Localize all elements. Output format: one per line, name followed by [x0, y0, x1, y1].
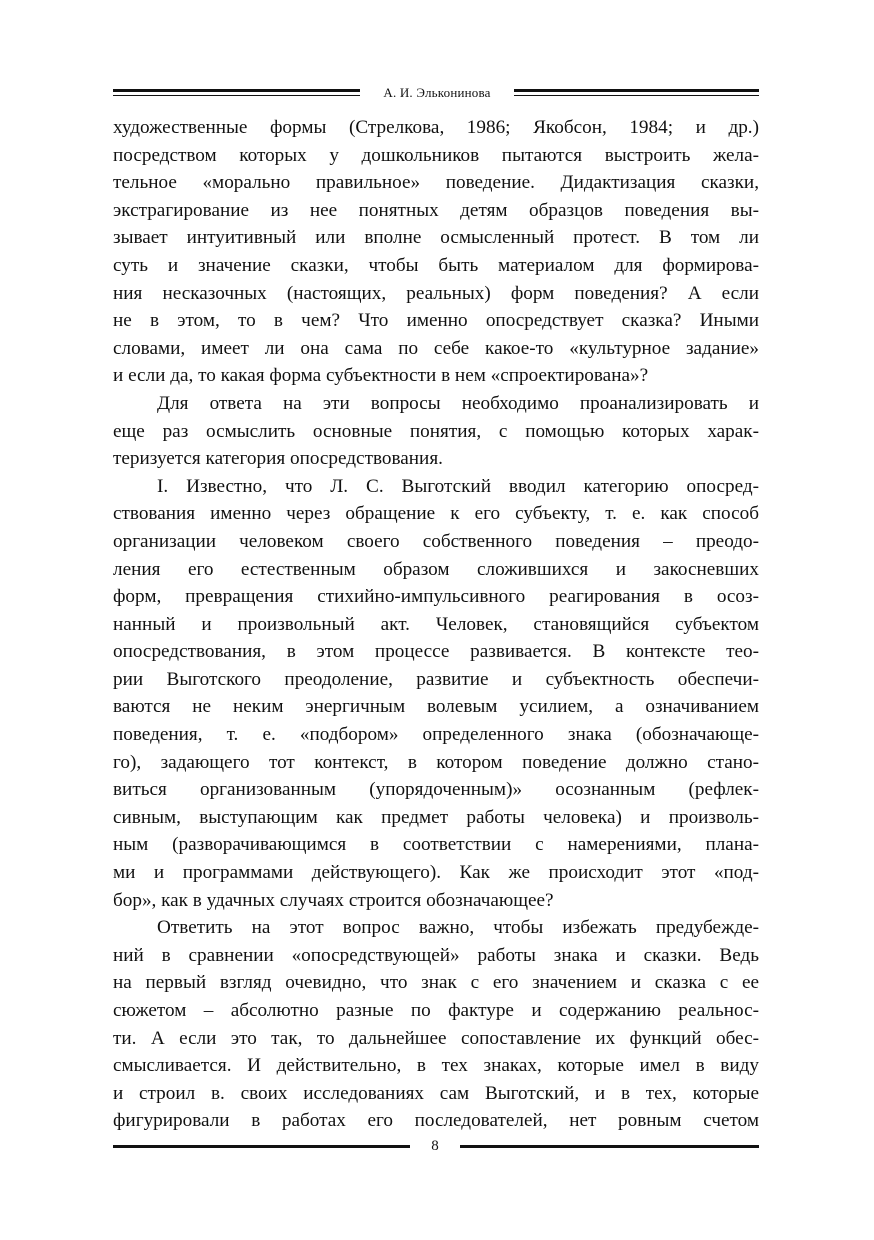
text-line: рии Выготского преодоление, развитие и субъектность обеспечи-: [113, 668, 759, 690]
text-line: сюжетом – абсолютно разные по фактуре и содержанию реальнос-: [113, 1000, 759, 1021]
text-line: виться организованным (упорядоченным)» осознанным (рефлек-: [113, 779, 759, 801]
text-line: зывает интуитивный или вполне осмысленный протест. В том ли: [113, 227, 759, 249]
text-line: суть и значение сказки, чтобы быть материалом для формирова-: [113, 254, 759, 276]
text-line: еще раз осмыслить основные понятия, с помощью которых харак-: [113, 420, 759, 442]
text-line: ми и программами действующего). Как же происходит этот «под-: [113, 862, 759, 884]
page-body: [113, 114, 759, 1135]
page-number: 8: [431, 1138, 439, 1154]
text-line: бор», как в удачных случаях строится обозначающее?: [113, 889, 554, 911]
text-line: и строил в. своих исследованиях сам Выготский, и в тех, которые: [113, 1082, 759, 1104]
text-line: поведения, т. е. «подбором» определенного знака (обозначающе-: [113, 724, 759, 746]
footer-rule-left: [113, 1145, 410, 1148]
header-rule-right: [514, 89, 759, 92]
text-line: экстрагирование из нее понятных детям образцов поведения вы-: [113, 199, 759, 221]
text-line: го), задающего тот контекст, в котором поведение должно стано-: [113, 751, 759, 773]
text-line: опосредствования, в этом процессе развивается. В контексте тео-: [113, 641, 759, 663]
text-line: ствования именно через обращение к его субъекту, т. е. как способ: [113, 503, 759, 525]
text-line: ний в сравнении «опосредствующей» работы знака и сказки. Ведь: [113, 944, 759, 966]
text-line: сивным, выступающим как предмет работы человека) и произволь-: [113, 806, 759, 828]
text-line: I. Известно, что Л. С. Выготский вводил категорию опосред-: [157, 475, 759, 497]
text-line: ления его естественным образом сложившихся и закосневших: [113, 558, 759, 580]
text-line: смысливается. И действительно, в тех знаках, которые имел в виду: [113, 1055, 759, 1077]
header-author: А. И. Эльконинова: [383, 85, 491, 100]
text-line: не в этом, то в чем? Что именно опосредствует сказка? Иными: [113, 310, 759, 332]
text-line: ным (разворачивающимся в соответствии с намерениями, плана-: [113, 834, 759, 856]
text-line: и если да, то какая форма субъектности в нем «спроектирована»?: [113, 365, 649, 387]
text-line: теризуется категория опосредствования.: [113, 448, 443, 470]
text-line: тельное «морально правильное» поведение. Дидактизация сказки,: [113, 172, 759, 194]
text-line: нанный и произвольный акт. Человек, становящийся субъектом: [113, 613, 759, 635]
text-line: посредством которых у дошкольников пытаются выстроить жела-: [113, 144, 759, 166]
text-line: ния несказочных (настоящих, реальных) форм поведения? А если: [113, 282, 759, 304]
header-rule-left: [113, 89, 360, 92]
text-line: художественные формы (Стрелкова, 1986; Якобсон, 1984; и др.): [113, 117, 759, 138]
footer-rule-right: [460, 1145, 759, 1148]
text-line: Ответить на этот вопрос важно, чтобы избежать предубежде-: [157, 917, 759, 939]
header-rule-right-thin: [514, 95, 759, 96]
header-rule-left-thin: [113, 95, 360, 96]
page-footer: [113, 1136, 759, 1156]
running-header: [113, 84, 759, 102]
text-line: ваются не неким энергичным волевым усилием, а означиванием: [113, 696, 759, 718]
text-line: на первый взгляд очевидно, что знак с его значением и сказка с ее: [113, 972, 759, 994]
text-line: ти. А если это так, то дальнейшее сопоставление их функций обес-: [113, 1027, 759, 1049]
text-line: форм, превращения стихийно-импульсивного реагирования в осоз-: [113, 586, 759, 608]
text-line: Для ответа на эти вопросы необходимо проанализировать и: [157, 392, 759, 414]
text-line: фигурировали в работах его последователей, нет ровным счетом: [113, 1110, 759, 1132]
text-line: словами, имеет ли она сама по себе какое-то «культурное задание»: [113, 337, 759, 359]
text-line: организации человеком своего собственного поведения – преодо-: [113, 530, 759, 552]
